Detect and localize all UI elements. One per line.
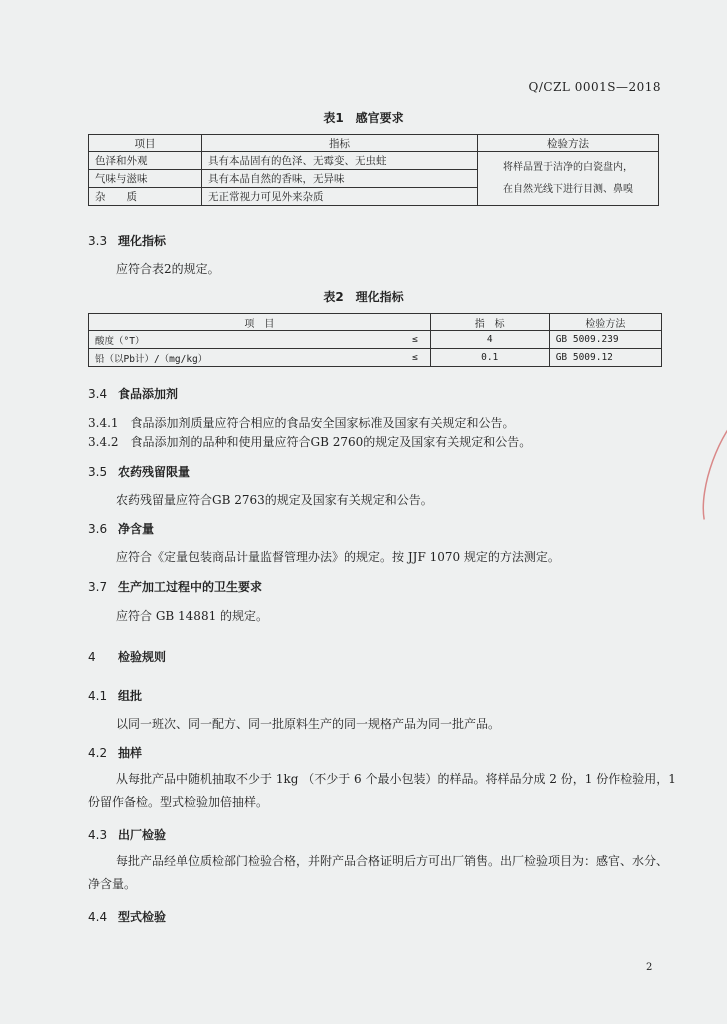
table2-cell-value: 0.1 — [430, 349, 549, 367]
table1-cell-spec: 无正常视力可见外来杂质 — [202, 188, 478, 206]
table2-cell-operator: ≤ — [375, 349, 431, 367]
section-title: 食品添加剂 — [118, 387, 179, 401]
table2-cell-method: GB 5009.12 — [549, 349, 661, 367]
sensory-table — [88, 134, 659, 206]
section-title: 农药残留限量 — [118, 465, 191, 479]
section-title: 理化指标 — [118, 234, 167, 248]
section-number: 4 — [88, 650, 96, 664]
table1-cell-spec: 具有本品自然的香味，无异味 — [202, 170, 478, 188]
table2-header-method: 检验方法 — [549, 314, 661, 331]
section-3-6-text: 应符合《定量包装商品计量监督管理办法》的规定。按 JJF 1070 规定的方法测定。 — [116, 550, 560, 564]
section-number: 3.6 — [88, 522, 108, 536]
red-seal-stamp — [685, 402, 727, 528]
section-4-3-text: 每批产品经单位质检部门检验合格，并附产品合格证明后方可出厂销售。出厂检验项目为：感官、水分、净含量。 — [88, 854, 669, 891]
section-3-4-2-text: 3.4.2 食品添加剂的品种和使用量应符合GB 2760的规定及国家有关规定和公告。 — [88, 435, 532, 449]
table1-cell-method — [478, 152, 659, 206]
table1-cell-item: 杂 质 — [89, 188, 202, 206]
section-number: 3.5 — [88, 465, 108, 479]
section-title: 组批 — [118, 689, 143, 703]
table2-header-spec: 指 标 — [430, 314, 549, 331]
section-3-3-text: 应符合表2的规定。 — [116, 262, 220, 276]
section-3-3-heading — [88, 232, 166, 249]
table2-cell-item: 铅（以Pb计）/（mg/kg） — [89, 349, 375, 367]
table1-header-item: 项目 — [89, 135, 202, 152]
table2-caption: 表2 理化指标 — [323, 290, 404, 304]
section-number: 4.4 — [88, 910, 108, 924]
table2-cell-item: 酸度（°T） — [89, 331, 375, 349]
table2-cell-value: 4 — [430, 331, 549, 349]
seal-arc-icon — [685, 402, 727, 528]
section-3-6-heading — [88, 520, 154, 537]
section-title: 型式检验 — [118, 910, 167, 924]
section-4-4-heading — [88, 908, 166, 925]
section-3-7-heading — [88, 578, 262, 595]
section-3-7-text: 应符合 GB 14881 的规定。 — [116, 609, 269, 623]
table1-header-spec: 指标 — [202, 135, 478, 152]
section-3-5-heading — [88, 463, 190, 480]
table2-header-item: 项 目 — [89, 314, 431, 331]
table1-header-method: 检验方法 — [478, 135, 659, 152]
section-title: 检验规则 — [118, 650, 167, 664]
section-number: 3.7 — [88, 580, 108, 594]
section-title: 抽样 — [118, 746, 143, 760]
section-4-1-text: 以同一班次、同一配方、同一批原料生产的同一规格产品为同一批产品。 — [116, 717, 501, 731]
section-number: 3.4 — [88, 387, 108, 401]
section-3-4-1-text: 3.4.1 食品添加剂质量应符合相应的食品安全国家标准及国家有关规定和公告。 — [88, 416, 515, 430]
section-4-3-heading — [88, 826, 166, 843]
document-code: Q/CZL 0001S—2018 — [528, 80, 661, 94]
section-4-2-heading — [88, 744, 142, 761]
section-number: 3.3 — [88, 234, 108, 248]
section-4-2-text: 从每批产品中随机抽取不少于 1kg （不少于 6 个最小包装）的样品。将样品分成 2 份，1 份作检验用，1 份留作备检。型式检验加倍抽样。 — [88, 772, 676, 809]
section-title: 出厂检验 — [118, 828, 167, 842]
table1-caption: 表1 感官要求 — [323, 111, 404, 125]
physchem-table — [88, 313, 662, 367]
table1-cell-item: 气味与滋味 — [89, 170, 202, 188]
section-3-5-text: 农药残留量应符合GB 2763的规定及国家有关规定和公告。 — [116, 493, 433, 507]
section-4-heading — [88, 648, 166, 665]
section-title: 生产加工过程中的卫生要求 — [118, 580, 263, 594]
table1-cell-item: 色泽和外观 — [89, 152, 202, 170]
section-number: 4.2 — [88, 746, 108, 760]
section-title: 净含量 — [118, 522, 155, 536]
section-number: 4.3 — [88, 828, 108, 842]
page-number: 2 — [646, 962, 653, 973]
section-3-4-heading — [88, 385, 178, 402]
section-number: 4.1 — [88, 689, 108, 703]
table2-cell-operator: ≤ — [375, 331, 431, 349]
method-line-1: 将样品置于洁净的白瓷盘内， — [503, 161, 633, 173]
method-line-2: 在自然光线下进行目测、鼻嗅 — [503, 183, 633, 195]
table1-cell-spec: 具有本品固有的色泽、无霉变、无虫蛀 — [202, 152, 478, 170]
table2-cell-method: GB 5009.239 — [549, 331, 661, 349]
section-4-1-heading — [88, 687, 142, 704]
